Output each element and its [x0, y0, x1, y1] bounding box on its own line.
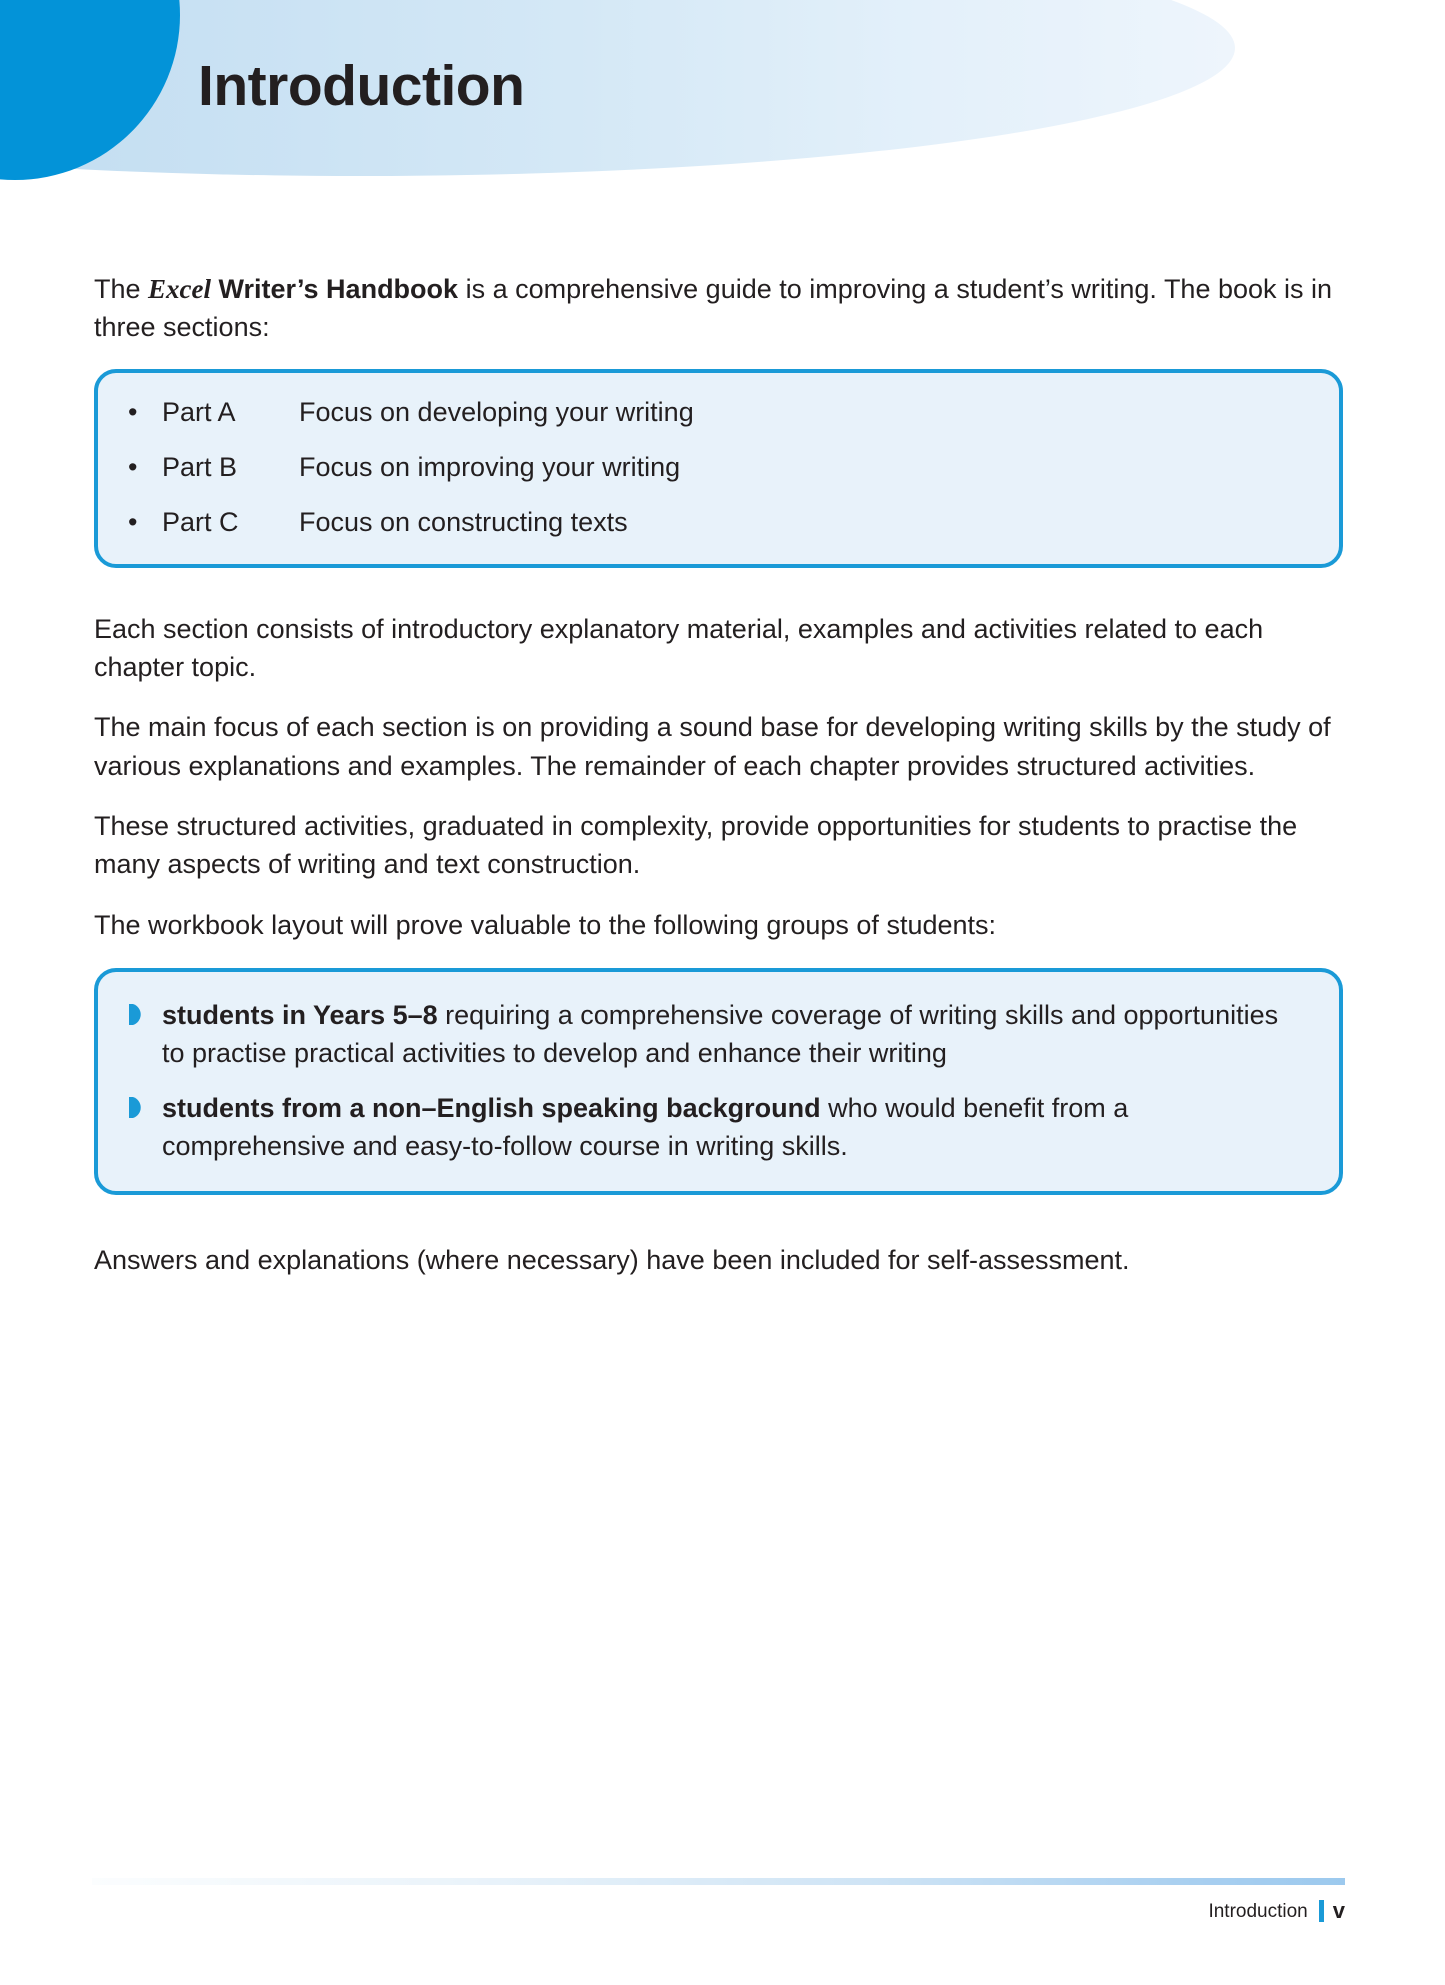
student-group-rest: requiring a comprehensive coverage of writing skills and opportunities to practise practical activities to develop and enhance their writing — [162, 999, 1279, 1069]
dot-bullet-icon: • — [128, 451, 138, 482]
book-title: Writer’s Handbook — [211, 274, 459, 304]
part-description: Focus on improving your writing — [299, 451, 681, 482]
list-item — [128, 396, 1309, 427]
intro-rest: is a comprehensive guide to improving a student’s writing. The book is in three sections: — [94, 274, 1333, 343]
student-group-text — [162, 1089, 1299, 1166]
body-paragraph-1: Each section consists of introductory explanatory material, examples and activities related to each chapter topic. — [94, 613, 1264, 682]
part-description: Focus on developing your writing — [299, 396, 694, 427]
list-item — [128, 996, 1299, 1073]
student-group-bold: students in Years 5–8 — [162, 999, 438, 1030]
part-description: Focus on constructing texts — [299, 506, 628, 537]
student-group-rest: who would benefit from a comprehensive and easy-to-follow course in writing skills. — [162, 1092, 1129, 1161]
body-paragraph-3: These structured activities, graduated in complexity, provide opportunities for students to practise the many aspects of writing and text construction. — [94, 810, 1298, 880]
body-paragraph-5: Answers and explanations (where necessary) have been included for self-assessment. — [94, 1245, 1130, 1276]
page-content — [94, 270, 1346, 1302]
half-disc-bullet-icon — [128, 996, 162, 1026]
list-item — [128, 506, 1309, 537]
footer-section-label: Introduction — [1208, 1900, 1308, 1922]
page-footer — [1208, 1900, 1345, 1922]
book-brand: Excel — [148, 274, 212, 304]
banner-ellipse-shape — [0, 0, 1235, 176]
footer-page-number: v — [1332, 1898, 1345, 1923]
list-item — [128, 1089, 1299, 1166]
part-label: Part C — [162, 506, 239, 537]
part-label: Part B — [162, 451, 238, 482]
footer-divider — [92, 1878, 1345, 1885]
student-group-bold: students from a non–English speaking background — [162, 1092, 821, 1123]
student-group-text — [162, 996, 1299, 1073]
dot-bullet-icon: • — [128, 396, 138, 427]
footer-accent-bar-icon — [1319, 1900, 1324, 1922]
body-paragraph-2: The main focus of each section is on providing a sound base for developing writing skills by the study of various explanations and examples. The remainder of each chapter provides structured activities. — [94, 712, 1331, 781]
students-callout-box — [94, 968, 1343, 1195]
page-header-banner — [0, 0, 1445, 215]
intro-prefix: The — [94, 274, 149, 304]
dot-bullet-icon: • — [128, 506, 138, 537]
body-paragraph-4: The workbook layout will prove valuable to the following groups of students: — [94, 909, 997, 940]
part-label: Part A — [162, 396, 236, 427]
intro-paragraph — [94, 270, 1339, 347]
list-item — [128, 451, 1309, 482]
page-title: Introduction — [198, 54, 525, 118]
parts-callout-box — [94, 369, 1343, 568]
half-disc-bullet-icon — [128, 1089, 162, 1119]
